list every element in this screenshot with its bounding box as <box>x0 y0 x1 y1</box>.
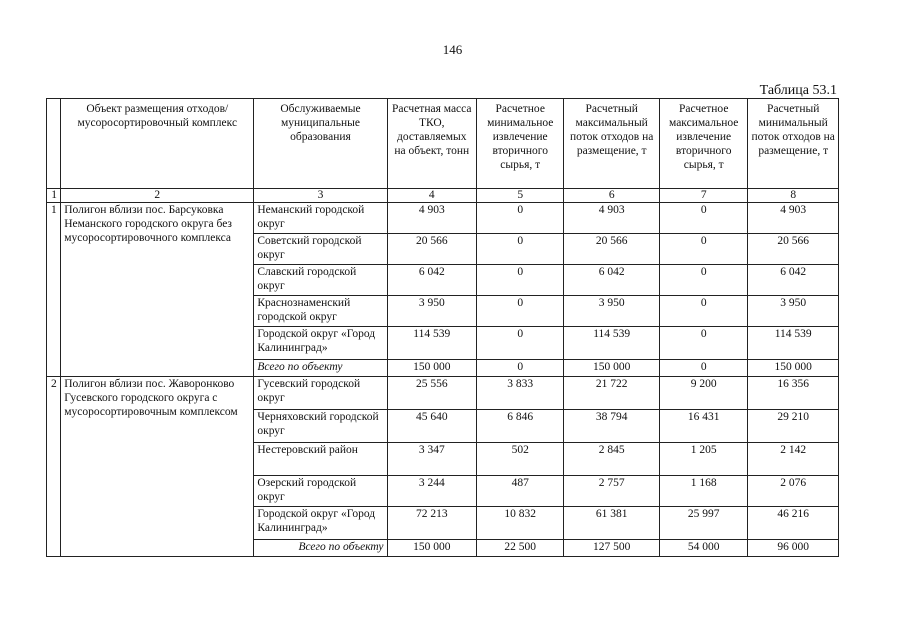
header-cell: Расчетный максимальный поток отходов на размещение, т <box>564 99 660 189</box>
max-extract-cell: 1 168 <box>659 476 747 507</box>
column-number-row <box>47 189 839 203</box>
max-flow-cell: 6 042 <box>564 265 660 296</box>
max-flow-cell: 114 539 <box>564 327 660 360</box>
min-flow-cell: 29 210 <box>748 410 839 443</box>
column-number: 1 <box>47 189 61 203</box>
min-flow-cell: 6 042 <box>748 265 839 296</box>
total-min-extract-cell: 22 500 <box>477 540 564 557</box>
column-number: 6 <box>564 189 660 203</box>
municipality: Советский городской округ <box>254 234 387 265</box>
total-max-extract-cell: 0 <box>659 360 747 377</box>
min-extract-cell: 10 832 <box>477 507 564 540</box>
municipality: Неманский городской округ <box>254 203 387 234</box>
table-row <box>47 377 839 410</box>
table-caption: Таблица 53.1 <box>759 83 837 98</box>
column-number: 8 <box>748 189 839 203</box>
max-flow-cell: 4 903 <box>564 203 660 234</box>
object-name: Полигон вблизи пос. Жаворонково Гусевского городского округа с мусоросортировочным комплексом <box>61 377 254 557</box>
min-flow-cell: 4 903 <box>748 203 839 234</box>
min-extract-cell: 502 <box>477 443 564 476</box>
mass-cell: 6 042 <box>387 265 476 296</box>
min-flow-cell: 2 142 <box>748 443 839 476</box>
total-mass-cell: 150 000 <box>387 540 476 557</box>
max-extract-cell: 0 <box>659 327 747 360</box>
max-flow-cell: 61 381 <box>564 507 660 540</box>
total-label: Всего по объекту <box>254 360 387 377</box>
page-number: 146 <box>442 42 463 57</box>
max-extract-cell: 16 431 <box>659 410 747 443</box>
min-flow-cell: 114 539 <box>748 327 839 360</box>
municipality: Славский городской округ <box>254 265 387 296</box>
object-name: Полигон вблизи пос. Барсуковка Неманского городского округа без мусоросортировочного комплекса <box>61 203 254 377</box>
min-extract-cell: 0 <box>477 234 564 265</box>
min-extract-cell: 6 846 <box>477 410 564 443</box>
column-number: 7 <box>659 189 747 203</box>
max-flow-cell: 20 566 <box>564 234 660 265</box>
max-flow-cell: 2 845 <box>564 443 660 476</box>
max-extract-cell: 0 <box>659 203 747 234</box>
municipality: Краснознаменский городской округ <box>254 296 387 327</box>
mass-cell: 72 213 <box>387 507 476 540</box>
min-flow-cell: 46 216 <box>748 507 839 540</box>
header-cell: Расчетная масса ТКО, доставляемых на объект, тонн <box>387 99 476 189</box>
header-cell: Обслуживаемые муниципальные образования <box>254 99 387 189</box>
min-flow-cell: 3 950 <box>748 296 839 327</box>
mass-cell: 3 244 <box>387 476 476 507</box>
header-cell: Расчетное максимальное извлечение вторичного сырья, т <box>659 99 747 189</box>
municipality: Гусевский городской округ <box>254 377 387 410</box>
max-extract-cell: 9 200 <box>659 377 747 410</box>
mass-cell: 20 566 <box>387 234 476 265</box>
max-flow-cell: 21 722 <box>564 377 660 410</box>
row-index: 1 <box>47 203 61 377</box>
min-flow-cell: 16 356 <box>748 377 839 410</box>
column-number: 3 <box>254 189 387 203</box>
min-extract-cell: 0 <box>477 327 564 360</box>
mass-cell: 45 640 <box>387 410 476 443</box>
max-extract-cell: 0 <box>659 296 747 327</box>
header-cell: Расчетное минимальное извлечение вторичного сырья, т <box>477 99 564 189</box>
municipality: Нестеровский район <box>254 443 387 476</box>
max-extract-cell: 0 <box>659 234 747 265</box>
column-number: 5 <box>477 189 564 203</box>
mass-cell: 3 950 <box>387 296 476 327</box>
column-number: 4 <box>387 189 476 203</box>
row-index: 2 <box>47 377 61 557</box>
municipality: Озерский городской округ <box>254 476 387 507</box>
max-extract-cell: 25 997 <box>659 507 747 540</box>
total-mass-cell: 150 000 <box>387 360 476 377</box>
min-extract-cell: 3 833 <box>477 377 564 410</box>
max-extract-cell: 0 <box>659 265 747 296</box>
header-cell: Объект размещения отходов/ мусоросортировочный комплекс <box>61 99 254 189</box>
table-row <box>47 203 839 234</box>
waste-flow-table <box>46 98 839 557</box>
total-min-flow-cell: 96 000 <box>748 540 839 557</box>
min-flow-cell: 2 076 <box>748 476 839 507</box>
column-number: 2 <box>61 189 254 203</box>
min-flow-cell: 20 566 <box>748 234 839 265</box>
mass-cell: 114 539 <box>387 327 476 360</box>
mass-cell: 25 556 <box>387 377 476 410</box>
mass-cell: 3 347 <box>387 443 476 476</box>
municipality: Городской округ «Город Калининград» <box>254 327 387 360</box>
max-flow-cell: 2 757 <box>564 476 660 507</box>
total-min-flow-cell: 150 000 <box>748 360 839 377</box>
header-cell: Расчетный минимальный поток отходов на размещение, т <box>748 99 839 189</box>
total-max-extract-cell: 54 000 <box>659 540 747 557</box>
min-extract-cell: 487 <box>477 476 564 507</box>
municipality: Черняховский городской округ <box>254 410 387 443</box>
municipality: Городской округ «Город Калининград» <box>254 507 387 540</box>
total-min-extract-cell: 0 <box>477 360 564 377</box>
header-row <box>47 99 839 189</box>
max-flow-cell: 3 950 <box>564 296 660 327</box>
mass-cell: 4 903 <box>387 203 476 234</box>
min-extract-cell: 0 <box>477 203 564 234</box>
total-max-flow-cell: 150 000 <box>564 360 660 377</box>
total-label: Всего по объекту <box>254 540 387 557</box>
min-extract-cell: 0 <box>477 296 564 327</box>
max-extract-cell: 1 205 <box>659 443 747 476</box>
min-extract-cell: 0 <box>477 265 564 296</box>
total-max-flow-cell: 127 500 <box>564 540 660 557</box>
header-cell <box>47 99 61 189</box>
max-flow-cell: 38 794 <box>564 410 660 443</box>
